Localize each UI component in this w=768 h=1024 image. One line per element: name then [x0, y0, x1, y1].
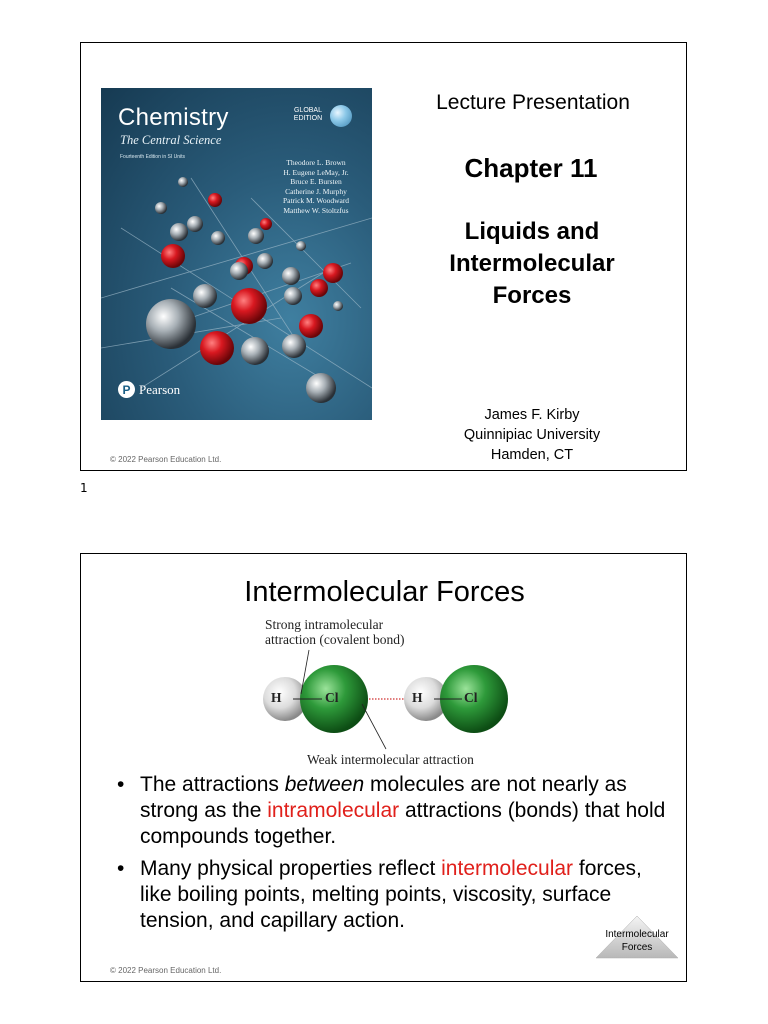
slide-2: [80, 553, 687, 982]
cover-title: Chemistry: [118, 104, 229, 131]
section-tag: [594, 914, 680, 962]
pearson-logo-icon: P: [118, 381, 135, 398]
atom-label-cl: Cl: [464, 690, 478, 705]
bullet-highlight: intermolecular: [441, 857, 574, 880]
pearson-logo: [118, 381, 180, 398]
cover-author: Bruce E. Bursten: [290, 177, 342, 187]
section-tag-line: Intermolecular: [605, 929, 669, 940]
bullet-text: attractions (bonds) that hold compounds together.: [140, 799, 666, 848]
cover-author: Matthew W. Stoltzfus: [283, 205, 349, 215]
cover-author: H. Eugene LeMay, Jr.: [283, 167, 349, 177]
bullet-item: [117, 772, 677, 850]
cover-author: Catherine J. Murphy: [285, 186, 347, 196]
strong-label-line: attraction (covalent bond): [265, 632, 405, 647]
author-line: Hamden, CT: [490, 447, 574, 463]
strong-label-line: Strong intramolecular: [265, 617, 384, 632]
cover-author: Theodore L. Brown: [286, 158, 346, 167]
chapter-title: Chapter 11: [464, 153, 598, 183]
slide-1: [80, 42, 687, 471]
bullet-text: molecules are not nearly as strong as the: [140, 773, 627, 822]
cover-edition: Fourteenth Edition in SI Units: [120, 154, 186, 160]
section-tag-label: [594, 928, 680, 954]
hcl-molecule-figure: [256, 614, 526, 767]
lecture-presentation-header: Lecture Presentation: [436, 91, 630, 114]
bullet-emphasis: between: [284, 773, 365, 796]
bullet-item: [117, 856, 677, 934]
cover-author: Patrick M. Woodward: [282, 196, 350, 206]
atom-label-h: H: [271, 690, 282, 705]
copyright-notice: © 2022 Pearson Education Ltd.: [110, 455, 222, 464]
badge-text: GLOBAL EDITION: [293, 107, 323, 122]
publisher-name: Pearson: [139, 381, 181, 397]
page-number: 1: [80, 481, 88, 495]
weak-attraction-label: Weak intermolecular attraction: [307, 752, 474, 767]
globe-icon: [330, 105, 352, 127]
cover-authors: [261, 158, 371, 216]
cover-subtitle: The Central Science: [120, 133, 222, 147]
copyright-notice: © 2022 Pearson Education Ltd.: [110, 966, 222, 975]
bullet-highlight: intramolecular: [267, 799, 400, 822]
atom-label-cl: Cl: [325, 690, 339, 705]
bullet-text: forces, like boiling points, melting points, viscosity, surface tension, and capillary action.: [140, 857, 642, 932]
global-edition-badge: [286, 105, 356, 129]
bullet-text: The attractions: [140, 773, 285, 796]
section-tag-line: Forces: [621, 942, 653, 953]
author-line: James F. Kirby: [484, 407, 580, 423]
atom-label-h: H: [412, 690, 423, 705]
slide-title: Intermolecular Forces: [244, 576, 525, 608]
author-line: Quinnipiac University: [463, 427, 601, 443]
book-cover-image: [101, 88, 372, 420]
author-info: [417, 405, 647, 465]
strong-attraction-label: [265, 617, 404, 647]
chapter-topic: Liquids and Intermolecular Forces: [449, 218, 615, 309]
bullet-text: Many physical properties reflect: [140, 857, 442, 880]
bullet-list: [117, 772, 677, 940]
